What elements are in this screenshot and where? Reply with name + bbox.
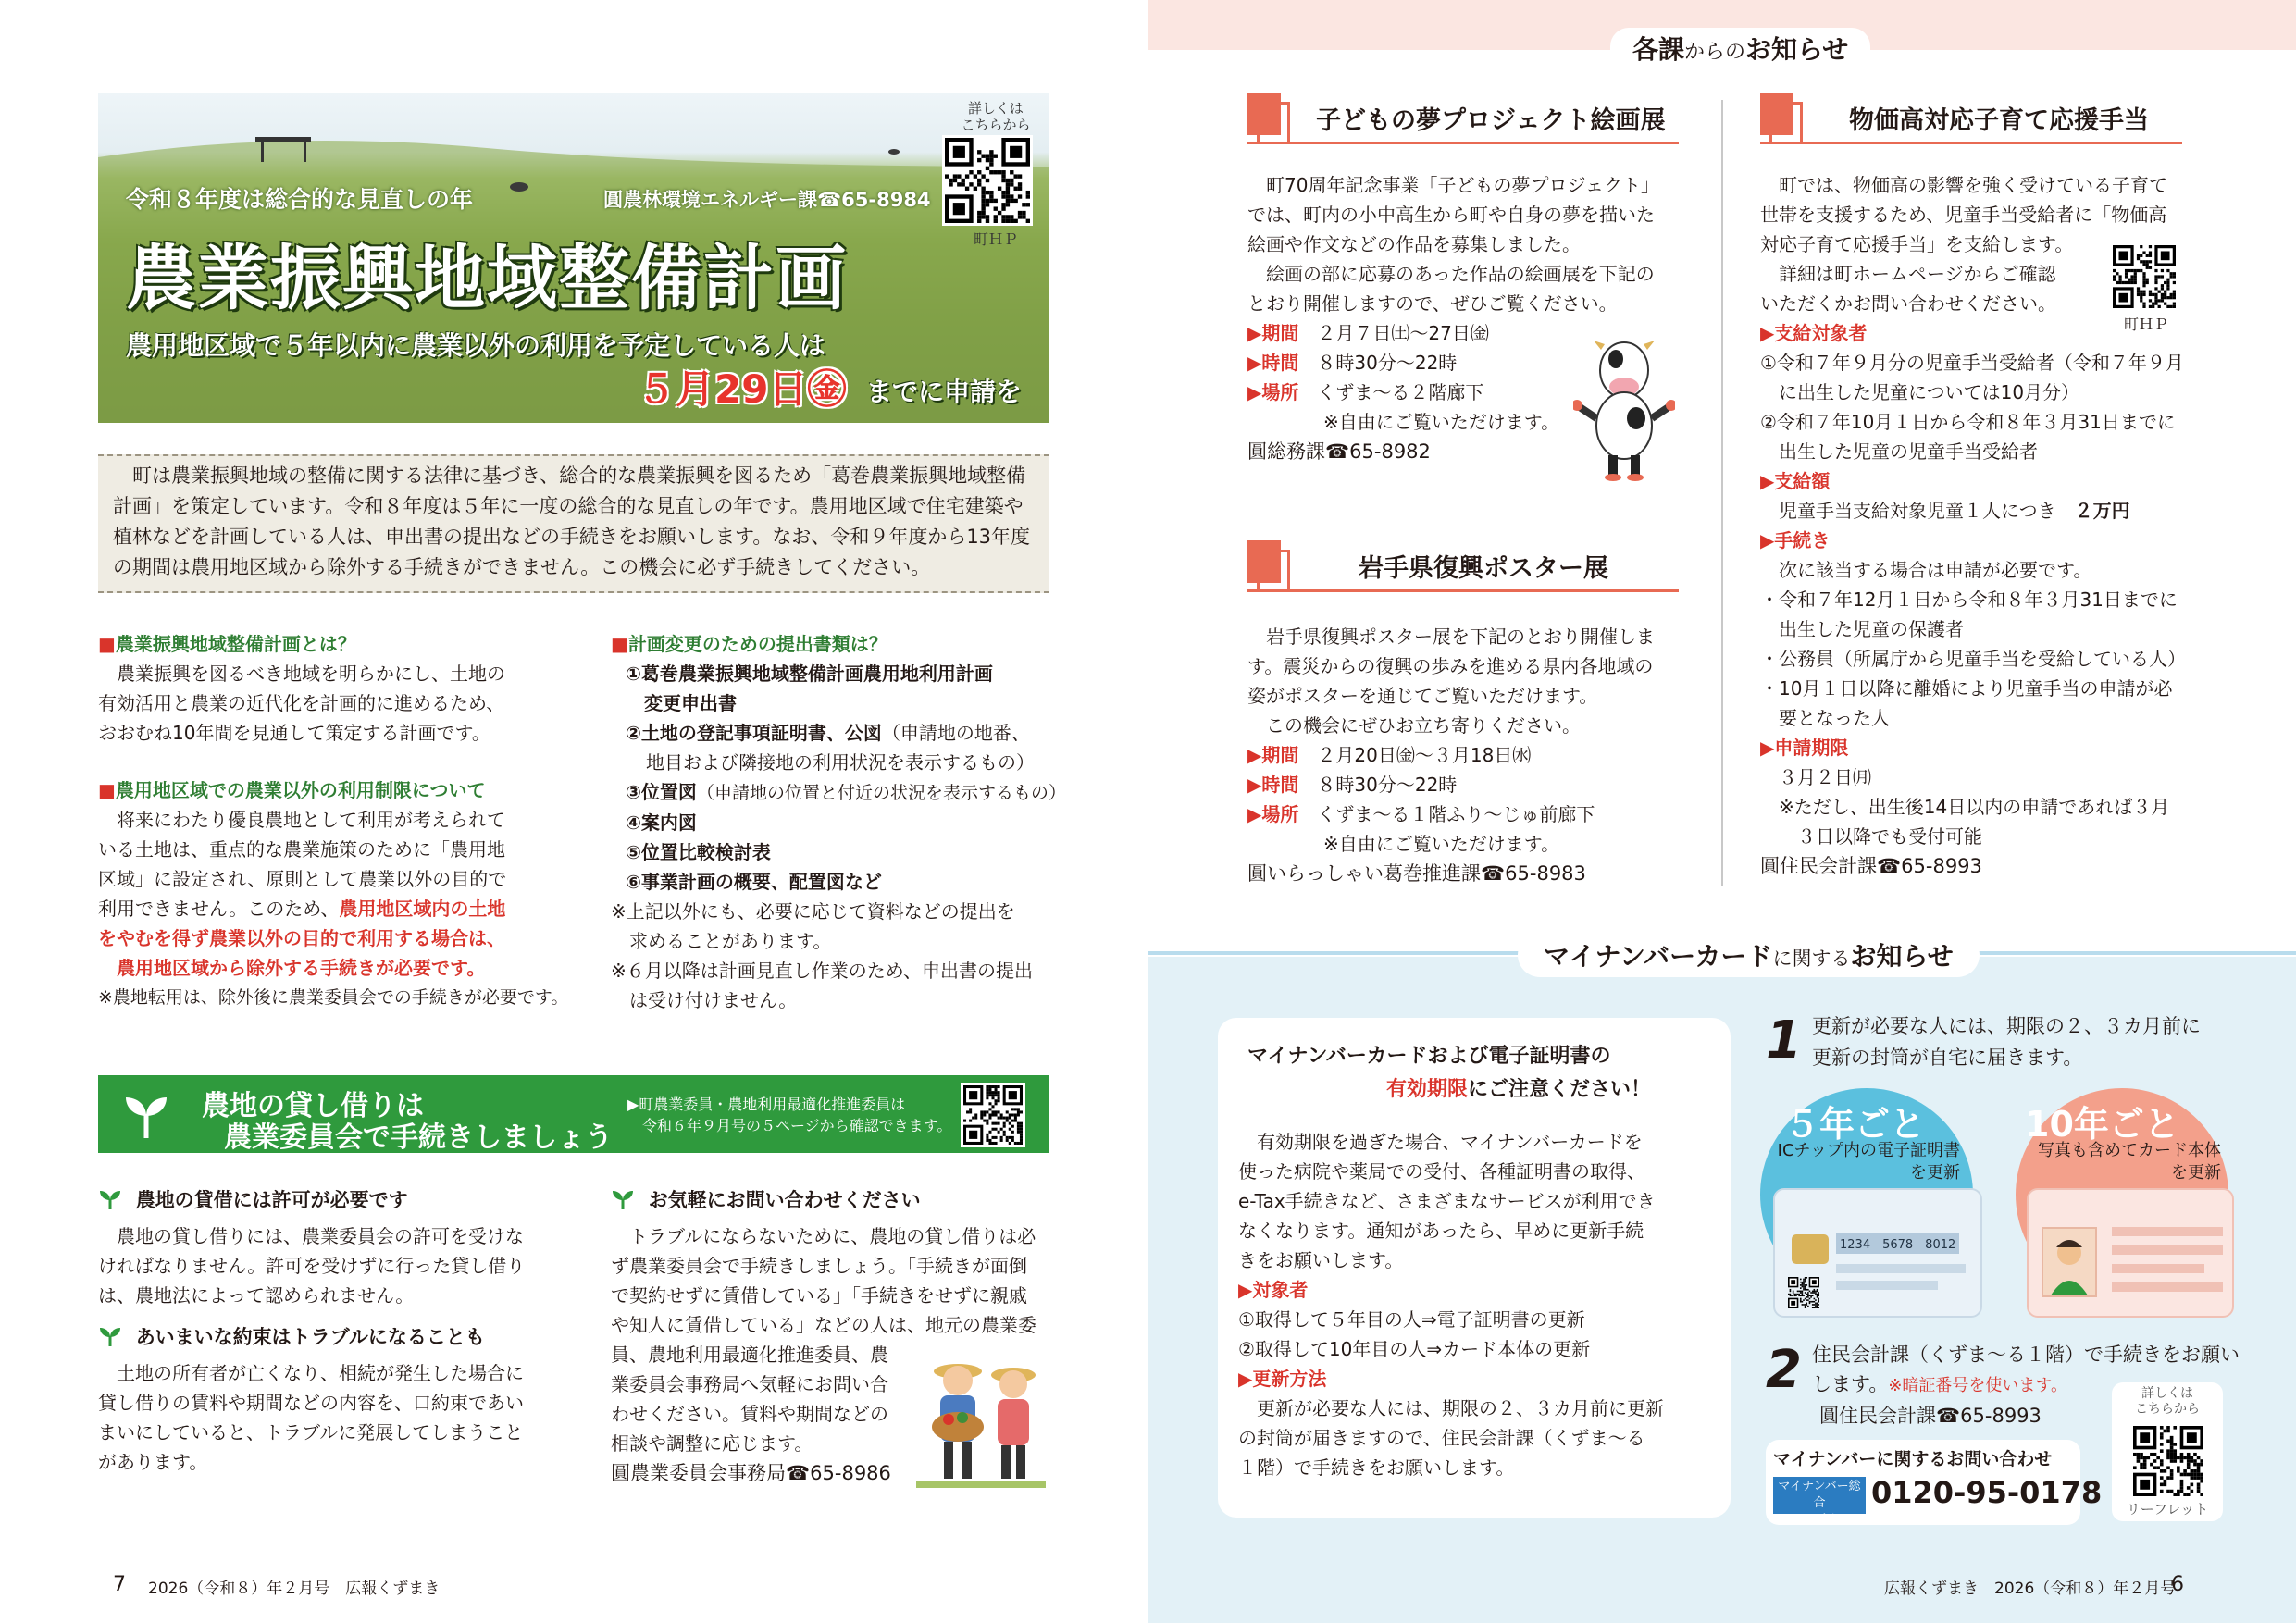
- poster-period: ▶期間 ２月20日㈮～３月18日㈬: [1247, 744, 1532, 766]
- child-procedure-heading: ▶手続き: [1760, 529, 1831, 551]
- person-icon: [2043, 1229, 2095, 1295]
- child-text: 世帯を支援するため、児童手当受給者に「物価高: [1760, 204, 2167, 226]
- expiry-target-heading: ▶対象者: [1238, 1279, 1309, 1301]
- child-text: 町では、物価高の影響を強く受けている子育て: [1760, 174, 2167, 196]
- child-amount-heading: ▶支給額: [1760, 470, 1831, 492]
- hero-deadline: ５月29日㊎: [637, 366, 847, 412]
- document-item: 変更申出書: [626, 692, 737, 714]
- child-procedure-text: ・10月１日以降に離婚により児童手当の申請が必: [1760, 677, 2173, 700]
- dream-text: 絵画の部に応募のあった作品の絵画展を下記の: [1247, 263, 1655, 285]
- dream-text: とおり開催しますので、ぜひご覧ください。: [1247, 292, 1618, 315]
- child-procedure-text: ・令和７年12月１日から令和８年３月31日までに: [1760, 588, 2178, 611]
- expiry-target-text: ①取得して５年目の人⇒電子証明書の更新: [1238, 1308, 1585, 1331]
- card-stripe: [2112, 1264, 2204, 1273]
- restriction-heading: ■農用地区域での農業以外の利用制限について: [98, 779, 486, 801]
- child-procedure-text: 出生した児童の保護者: [1760, 618, 1964, 640]
- card-qr-icon: [1788, 1277, 1821, 1310]
- sprout-icon: [120, 1088, 172, 1140]
- mynumber-header: マイナンバーカードに関するお知らせ: [1518, 933, 1980, 977]
- trouble-text: があります。: [98, 1451, 208, 1473]
- farm-committee-contact: 圓農業委員会事務局☎65-8986: [611, 1462, 891, 1484]
- inquiry-text: 業委員会事務局へ気軽にお問い合: [611, 1373, 888, 1395]
- farm-left-column: [98, 1184, 561, 1477]
- poster-text: 姿がポスターを通じてご覧いただけます。: [1247, 685, 1598, 707]
- card-number: 1234 5678 8012: [1836, 1233, 1959, 1254]
- conversion-note: ※農地転用は、除外後に農業委員会での手続きが必要です。: [98, 987, 569, 1008]
- expiry-method-text: 更新が必要な人には、期限の２、３カ月前に更新: [1238, 1397, 1664, 1419]
- inquiry-text: 相談や調整に応じます。: [611, 1432, 813, 1455]
- poster-contact: 圓いらっしゃい葛巻推進課☎65-8983: [1247, 862, 1586, 885]
- dream-contact: 圓総務課☎65-8982: [1247, 440, 1431, 463]
- expiry-target-text: ②取得して10年目の人⇒カード本体の更新: [1238, 1338, 1591, 1360]
- restriction-text: 将来にわたり優良農地として利用が考えられて: [98, 809, 505, 831]
- child-target-text: 出生した児童の児童手当受給者: [1760, 440, 2038, 463]
- expiry-text: なくなります。通知があったら、早めに更新手続: [1238, 1220, 1644, 1242]
- inquiry-title: マイナンバーに関するお問い合わせ: [1773, 1449, 2053, 1469]
- sprout-icon: [98, 1324, 122, 1348]
- poster-place: ▶場所 くずま～る１階ふり～じゅ前廊下: [1247, 803, 1595, 825]
- child-deadline-text: ３月２日㈪: [1760, 766, 1871, 788]
- section-mark-icon: [1247, 93, 1288, 141]
- footer-page-number: 6: [2171, 1573, 2184, 1596]
- permit-heading: 農地の貸借には許可が必要です: [98, 1184, 561, 1216]
- documents-note: は受け付けません。: [611, 989, 798, 1011]
- documents-column: [611, 629, 1066, 1015]
- leaflet-qr-label: 詳しくは こちらから: [2135, 1386, 2200, 1417]
- restriction-text: いる土地は、重点的な農業施策のために「農用地: [98, 838, 505, 861]
- restriction-text: 区域」に設定され、原則として農業以外の目的で: [98, 868, 507, 890]
- card-stripe: [1836, 1281, 1938, 1290]
- poster-text: この機会にぜひお立ち寄りください。: [1247, 714, 1581, 737]
- ten-year-label: 10年ごと: [2025, 1104, 2179, 1145]
- plan-text: おおむね10年間を見通して策定する計画です。: [98, 722, 490, 744]
- hero-qr-label: 詳しくは こちらから: [961, 100, 1031, 133]
- plan-text: 有効活用と農業の近代化を計画的に進めるため、: [98, 692, 505, 714]
- step1-number: 1: [1766, 1010, 1802, 1071]
- farmland-banner: [98, 1075, 1049, 1153]
- expiry-text: 使った病院や薬局での受付、各種証明書の取得、: [1238, 1160, 1645, 1183]
- intro-box: [98, 454, 1049, 593]
- dream-text: では、町内の小中高生から町や自身の夢を描いた: [1247, 204, 1655, 226]
- inquiry-text: トラブルにならないために、農地の貸し借りは必: [611, 1225, 1036, 1247]
- hero-qr-caption: 町ＨＰ: [973, 230, 1018, 248]
- dream-text: 絵画や作文などの作品を募集しました。: [1247, 233, 1581, 255]
- plan-text: 農業振興を図るべき地域を明らかにし、土地の: [98, 663, 505, 685]
- footer-page-number: 7: [113, 1573, 126, 1596]
- banner-line1: 農地の貸し借りは: [202, 1090, 424, 1122]
- inquiry-text: 員、農地利用最適化推進委員、農: [611, 1344, 888, 1366]
- inquiry-heading: お気軽にお問い合わせください: [611, 1184, 1055, 1216]
- expiry-method-text: １階）で手続きをお願いします。: [1238, 1456, 1515, 1479]
- child-target-text: に出生した児童については10月分）: [1760, 381, 2080, 403]
- sprout-icon: [611, 1187, 635, 1211]
- child-contact: 圓住民会計課☎65-8993: [1760, 855, 1982, 877]
- expiry-method-text: の封筒が届きますので、住民会計課（くずま～る: [1238, 1427, 1645, 1449]
- document-item: ①葛巻農業振興地域整備計画農用地利用計画: [626, 663, 993, 685]
- hero-title: 農業振興地域整備計画: [126, 237, 848, 319]
- mynumber-card-image: [2027, 1188, 2234, 1318]
- notices-header: 各課からのお知らせ: [1610, 28, 1870, 68]
- child-deadline-text: ３日以降でも受付可能: [1760, 825, 1982, 848]
- cow-mascot-illustration: [1573, 333, 1675, 481]
- document-item: ⑥事業計画の概要、配置図など: [626, 871, 882, 893]
- expiry-notice-box: [1218, 1018, 1731, 1518]
- poster-text: す。震災からの復興の歩みを進める県内各地域の: [1247, 655, 1654, 677]
- plan-heading: ■農業振興地域整備計画とは？: [98, 633, 356, 655]
- child-procedure-text: ・公務員（所属庁から児童手当を受給している人）: [1760, 648, 2186, 670]
- ic-card-image: [1773, 1188, 1982, 1318]
- ten-year-desc: 写真も含めてカード本体 を更新: [2038, 1141, 2221, 1183]
- card-stripe: [2112, 1245, 2223, 1255]
- child-deadline-text: ※ただし、出生後14日以内の申請であれば３月: [1760, 796, 2170, 818]
- hero-lead: 農用地区域で５年以内に農業以外の利用を予定している人は: [126, 330, 826, 361]
- plan-column: [98, 629, 569, 1012]
- document-item: ④案内図: [626, 812, 697, 834]
- child-qr-caption: 町ＨＰ: [2123, 316, 2168, 333]
- child-text: いただくかお問い合わせください。: [1760, 292, 2056, 315]
- child-text: 対応子育て応援手当」を支給します。: [1760, 233, 2074, 255]
- expiry-text: 有効期限を過ぎた場合、マイナンバーカードを: [1238, 1131, 1643, 1153]
- inquiry-text: わせください。賃料や期間などの: [611, 1403, 888, 1425]
- footer-issue: 2026（令和８）年２月号 広報くずまき: [148, 1580, 441, 1598]
- dream-free-note: ※自由にご覧いただけます。: [1323, 411, 1560, 433]
- dream-title: 子どもの夢プロジェクト絵画展: [1247, 93, 1679, 144]
- free-dial-label: マイナンバー総合 フリーダイアル: [1773, 1477, 1866, 1514]
- poster-title: 岩手県復興ポスター展: [1247, 540, 1679, 592]
- document-item-sub: 地目および隣接地の利用状況を表示するもの）: [646, 751, 1035, 774]
- child-title: 物価高対応子育て応援手当: [1760, 93, 2182, 144]
- trouble-text: まいにしていると、トラブルに発展してしまうこと: [98, 1421, 524, 1443]
- step1-text: 更新が必要な人には、期限の２、３カ月前に 更新の封筒が自宅に届きます。: [1812, 1015, 2201, 1069]
- hero-deadline-suffix: までに申請を: [866, 377, 1023, 407]
- intro-line: 植林などを計画している人は、申出書の提出などの手続きをお願いします。なお、令和９年度から13年度: [113, 526, 1031, 548]
- sprout-icon: [98, 1187, 122, 1211]
- poster-body: [1247, 622, 1692, 888]
- child-target-text: ①令和７年９月分の児童手当受給者（令和７年９月: [1760, 352, 2184, 374]
- five-year-desc: ICチップ内の電子証明書 を更新: [1777, 1141, 1960, 1183]
- free-dial-number[interactable]: 0120-95-0178: [1871, 1475, 2103, 1510]
- child-amount: 児童手当支給対象児童１人につき ２万円: [1760, 500, 2130, 522]
- poster-time: ▶時間 ８時30分～22時: [1247, 774, 1458, 796]
- trouble-heading: あいまいな約束はトラブルになることも: [98, 1321, 561, 1353]
- documents-note: 求めることがあります。: [611, 930, 832, 952]
- document-item: ⑤位置比較検討表: [626, 841, 771, 863]
- expiry-text: きをお願いします。: [1238, 1249, 1404, 1271]
- restriction-warning: 農用地区域から除外する手続きが必要です。: [117, 957, 486, 979]
- step2-number: 2: [1766, 1340, 1802, 1400]
- expiry-method-heading: ▶更新方法: [1238, 1368, 1327, 1390]
- intro-line: 計画」を策定しています。令和８年度は５年に一度の総合的な見直しの年です。農用地区域で住宅建築や: [113, 495, 1024, 517]
- card-stripe: [1836, 1264, 1966, 1273]
- child-qr-code[interactable]: [2110, 242, 2178, 311]
- child-target-heading: ▶支給対象者: [1760, 322, 1868, 344]
- child-text: 詳細は町ホームページからご確認: [1760, 263, 2056, 285]
- card-photo: [2042, 1227, 2097, 1297]
- card-stripe: [2112, 1227, 2223, 1236]
- inquiry-text: で契約せずに賃借している」「手続きをせずに親戚: [611, 1284, 1027, 1307]
- leaflet-qr-caption: リーフレット: [2126, 1501, 2209, 1518]
- hero-subtitle: 令和８年度は総合的な見直しの年: [126, 186, 474, 213]
- column-divider: [1721, 100, 1723, 886]
- ic-chip-icon: [1792, 1234, 1829, 1264]
- child-procedure-text: 要となった人: [1760, 707, 1890, 729]
- documents-note: ※上記以外にも、必要に応じて資料などの提出を: [611, 900, 1015, 923]
- leaflet-qr-code[interactable]: [2130, 1423, 2206, 1499]
- restriction-warning: をやむを得ず農業以外の目的で利用する場合は、: [98, 927, 505, 949]
- dream-period: ▶期間 ２月７日㈯～27日㈮: [1247, 322, 1489, 344]
- documents-note: ※６月以降は計画見直し作業のため、申出書の提出: [611, 960, 1033, 982]
- document-item: ②土地の登記事項証明書、公図（申請地の地番、: [626, 722, 1030, 744]
- banner-line2: 農業委員会で手続きしましょう: [224, 1121, 613, 1154]
- child-target-text: ②令和７年10月１日から令和８年３月31日までに: [1760, 411, 2176, 433]
- farmers-illustration: [916, 1353, 1046, 1492]
- inquiry-text: ず農業委員会で手続きしましょう。「手続きが面倒: [611, 1255, 1027, 1277]
- permit-text: ければなりません。許可を受けずに行った貸し借り: [98, 1255, 526, 1277]
- dream-text: 町70周年記念事業「子どもの夢プロジェクト」: [1247, 174, 1660, 196]
- trouble-text: 土地の所有者が亡くなり、相続が発生した場合に: [98, 1362, 524, 1384]
- expiry-text: e-Tax手続きなど、さまざまなサービスが利用でき: [1238, 1190, 1656, 1212]
- dream-place: ▶場所 くずま～る２階廊下: [1247, 381, 1484, 403]
- right-page: [1148, 0, 2296, 1623]
- document-item: ③位置図（申請地の位置と付近の状況を表示するもの）: [626, 781, 1066, 803]
- hero-banner: [98, 93, 1049, 423]
- poster-text: 岩手県復興ポスター展を下記のとおり開催しま: [1247, 626, 1655, 648]
- footer-issue: 広報くずまき 2026（令和８）年２月号: [1884, 1580, 2177, 1598]
- permit-text: は、農地法によって認められません。: [98, 1284, 415, 1307]
- inquiry-text: や知人に賃借している」などの人は、地元の農業委: [611, 1314, 1036, 1336]
- section-mark-icon: [1247, 540, 1288, 588]
- banner-qr-code[interactable]: [961, 1083, 1025, 1147]
- poster-free-note: ※自由にご覧いただけます。: [1323, 833, 1560, 855]
- banner-note: ▶町農業委員・農地利用最適化推進委員は 令和６年９月号の５ページから確認できます。: [627, 1096, 952, 1134]
- hero-qr-code[interactable]: [942, 135, 1033, 226]
- documents-heading: ■計画変更のための提出書類は？: [611, 633, 887, 655]
- expiry-title: マイナンバーカードおよび電子証明書の: [1247, 1045, 1611, 1068]
- card-stripe: [2112, 1282, 2223, 1292]
- dream-time: ▶時間 ８時30分～22時: [1247, 352, 1458, 374]
- section-mark-icon: [1760, 93, 1801, 141]
- child-deadline-heading: ▶申請期限: [1760, 737, 1849, 759]
- expiry-title2: 有効期限にご注意ください！: [1386, 1078, 1652, 1101]
- intro-line: 町は農業振興地域の整備に関する法律に基づき、総合的な農業振興を図るため「葛巻農業振興地域整備: [113, 465, 1026, 487]
- hero-contact: 圓農林環境エネルギー課☎65-8984: [603, 189, 931, 211]
- permit-text: 農地の貸し借りには、農業委員会の許可を受けな: [98, 1225, 524, 1247]
- step2-text: 住民会計課（くずま～る１階）で手続きをお願い します。※暗証番号を使います。 圓住民会計課☎65-8993: [1812, 1344, 2240, 1427]
- trouble-text: 貸し借りの賃料や期間などの内容を、口約束であい: [98, 1392, 524, 1414]
- intro-line: の期間は農用地区域から除外する手続きができません。この機会に必ず手続きしてください。: [113, 556, 931, 578]
- restriction-text-line: 利用できません。このため、農用地区域内の土地: [98, 898, 506, 920]
- child-procedure-text: 次に該当する場合は申請が必要です。: [1760, 559, 2092, 581]
- five-year-label: ５年ごと: [1784, 1104, 1926, 1145]
